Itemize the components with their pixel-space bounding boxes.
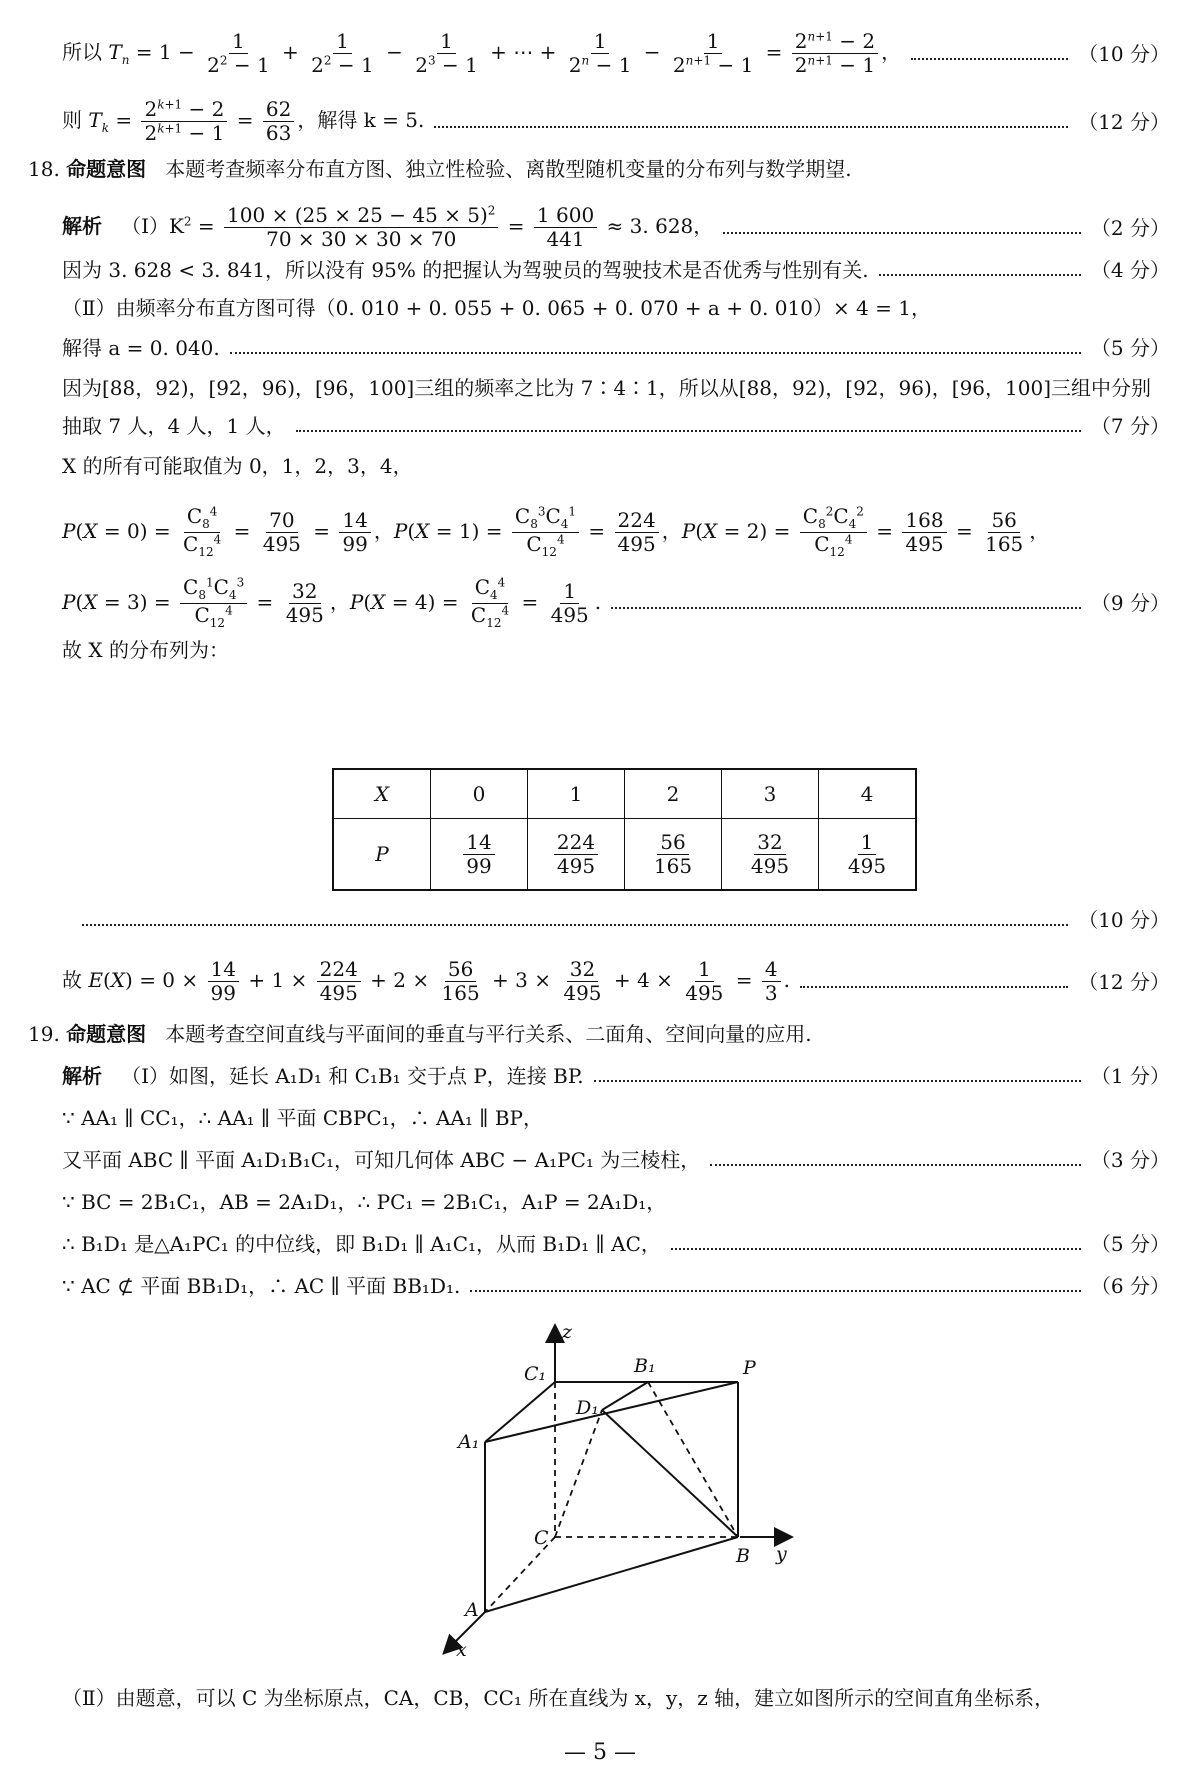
- prob-line-1: [62, 505, 1170, 560]
- dot-leader: [470, 1290, 1081, 1292]
- dot-leader: [911, 58, 1068, 60]
- table-cell: 2: [625, 769, 722, 819]
- question-number: 18.: [28, 157, 60, 181]
- table-cell: $\frac{1}{495}$: [819, 819, 917, 891]
- q19-intent-line: [28, 1020, 1170, 1048]
- figure-label: z: [562, 1322, 573, 1343]
- score: （4 分）: [1090, 258, 1170, 282]
- figure-label: B₁: [634, 1355, 656, 1377]
- prob-formulas-1: P(X = 0) = $\frac{C_8^4}{C_{12}^4}$ = $\frac{70}{495}$ = $\frac{14}{99}$ ，P(X = 1) = $\frac{C_8^3C_4^1}{C_{12}^4}$ = $\frac{224}{495}$ ，P(X = 2) = $\frac{C_8^2C_4^2}{C_{12}^4}$ = $\frac{168}{495}$ = $\frac{56}{165}$ ，: [62, 504, 1050, 559]
- figure-label: x: [456, 1639, 467, 1661]
- page-number: — 5 —: [564, 1740, 636, 1765]
- table-cell: 0: [431, 769, 528, 819]
- dot-leader: [671, 1248, 1081, 1250]
- x-values-line: X 的所有可能取值为 0，1，2，3，4，: [62, 454, 413, 478]
- dot-leader: [82, 924, 1068, 926]
- q19-line-4: ∵ BC = 2B₁C₁，AB = 2A₁D₁，∴ PC₁ = 2B₁C₁，A₁P = 2A₁D₁，: [62, 1190, 667, 1214]
- q19-line-3: 又平面 ABC ∥ 平面 A₁D₁B₁C₁，可知几何体 ABC − A₁PC₁ 为三棱柱， （3 分）: [62, 1148, 1170, 1172]
- tn-formula: 所以 $T_n = 1$ − $\frac{1}{2^2 - 1}$ + $\frac{1}{2^2 - 1}$ − $\frac{1}{2^3 - 1}$ + ⋯ + $\frac{1}{2^n - 1}$ − $\frac{1}{2^{n+1} - 1}$ = $\frac{2^{n+1} - 2}{2^{n+1} - 1}$ ，: [62, 29, 902, 77]
- score: （5 分）: [1090, 336, 1170, 360]
- figure-label: A: [465, 1599, 479, 1621]
- score: （6 分）: [1090, 1274, 1170, 1298]
- ratio-line: 因为[88，92)，[92，96)，[96，100]三组的频率之比为 7∶4∶1，所以从[88，92)，[92，96)，[96，100]三组中分别: [62, 376, 1152, 400]
- table-cell: 1: [528, 769, 625, 819]
- figure-label: B: [736, 1545, 750, 1567]
- table-row: [333, 769, 916, 819]
- table-cell: $\frac{32}{495}$: [722, 819, 819, 891]
- intent-text: 本题考查空间直线与平面间的垂直与平行关系、二面角、空间向量的应用.: [165, 1022, 812, 1046]
- table-cell: $\frac{224}{495}$: [528, 819, 625, 891]
- figure-label: y: [776, 1543, 787, 1565]
- score: （5 分）: [1090, 1232, 1170, 1256]
- question-number: 19.: [28, 1022, 60, 1046]
- expectation-line: [62, 958, 1170, 1005]
- tk-line: [62, 98, 1170, 145]
- prob-line-2: [62, 576, 1170, 631]
- q19-line-2: ∵ AA₁ ∥ CC₁，∴ AA₁ ∥ 平面 CBPC₁，∴ AA₁ ∥ BP，: [62, 1106, 544, 1130]
- draw-line: 抽取 7 人，4 人，1 人， （7 分）: [62, 414, 1170, 438]
- because-line: 因为 3. 628 < 3. 841，所以没有 95% 的把握认为驾驶员的驾驶技术是否优秀与性别有关. （4 分）: [62, 258, 1170, 282]
- table-cell: X: [333, 769, 431, 819]
- score: （9 分）: [1090, 591, 1170, 616]
- expectation-formula: 故 E(X) = 0 × $\frac{14}{99}$ + 1 × $\frac{224}{495}$ + 2 × $\frac{56}{165}$ + 3 × $\frac{32}{495}$ + 4 × $\frac{1}{495}$ = $\frac{4}{3}$ .: [62, 957, 790, 1005]
- figure-label: C: [534, 1527, 549, 1549]
- dot-leader: [296, 430, 1081, 432]
- score: （10 分）: [1078, 908, 1170, 932]
- score: （1 分）: [1090, 1064, 1170, 1088]
- prism-figure: [420, 1322, 800, 1662]
- dot-leader: [594, 1080, 1081, 1082]
- q19-line-5: ∴ B₁D₁ 是△A₁PC₁ 的中位线，即 B₁D₁ ∥ A₁C₁，从而 B₁D₁ ∥ AC， （5 分）: [62, 1232, 1170, 1256]
- dot-leader: [611, 607, 1081, 609]
- figure-label: C₁: [524, 1363, 547, 1385]
- k2-formula: 解析 $(Ⅰ)K^2$ = $\frac{100 \times (25 \times 25 - 45 \times 5)^2}{70 \times 30 \times 30 \times 70}$ = $\frac{1 600}{441}$ ≈ 3. 628，: [62, 203, 714, 251]
- q19-part-ii-line: （Ⅱ）由题意，可以 C 为坐标原点，CA，CB，CC₁ 所在直线为 x，y，z 轴，建立如图所示的空间直角坐标系，: [62, 1686, 1055, 1710]
- tn-line: [62, 30, 1170, 77]
- part-ii-line: （Ⅱ）由频率分布直方图可得（0. 010 + 0. 055 + 0. 065 + 0. 070 + a + 0. 010）× 4 = 1，: [62, 296, 931, 320]
- q19-part-i-line: 解析 （Ⅰ）如图，延长 A₁D₁ 和 C₁B₁ 交于点 P，连接 BP. （1 分）: [62, 1064, 1170, 1088]
- dot-leader: [723, 232, 1081, 234]
- dist-score-line: [62, 906, 1170, 934]
- score: （7 分）: [1090, 414, 1170, 438]
- intent-label: 命题意图: [66, 157, 147, 181]
- figure-label: A₁: [458, 1431, 480, 1453]
- score: （3 分）: [1090, 1148, 1170, 1172]
- dist-intro-line: 故 X 的分布列为：: [62, 638, 229, 662]
- table-cell: P: [333, 819, 431, 891]
- table-cell: 4: [819, 769, 917, 819]
- q19-line-6: ∵ AC ⊄ 平面 BB₁D₁，∴ AC ∥ 平面 BB₁D₁. （6 分）: [62, 1274, 1170, 1298]
- figure-label: D₁: [576, 1397, 599, 1419]
- q18-intent-line: [28, 155, 1170, 183]
- dot-leader: [230, 352, 1081, 354]
- prob-formulas-2: P(X = 3) = $\frac{C_8^1C_4^3}{C_{12}^4}$ = $\frac{32}{495}$ ，P(X = 4) = $\frac{C_4^4}{C_{12}^4}$ = $\frac{1}{495}$ .: [62, 575, 602, 630]
- dot-leader: [434, 126, 1068, 128]
- table-cell: 3: [722, 769, 819, 819]
- dot-leader: [800, 986, 1068, 988]
- score: （10 分）: [1078, 41, 1170, 66]
- intent-text: 本题考查频率分布直方图、独立性检验、离散型随机变量的分布列与数学期望.: [165, 157, 852, 181]
- k2-line: [62, 204, 1170, 251]
- table-row: [333, 819, 916, 891]
- tk-formula: 则 $T_k$ = $\frac{2^{k+1} - 2}{2^{k+1} - 1}$ = $\frac{62}{63}$ ，解得 k = 5.: [62, 97, 425, 145]
- intent-label: 命题意图: [66, 1022, 147, 1046]
- table-cell: $\frac{14}{99}$: [431, 819, 528, 891]
- score: （2 分）: [1090, 215, 1170, 240]
- figure-label: P: [743, 1357, 756, 1379]
- solve-a-line: 解得 a = 0. 040. （5 分）: [62, 336, 1170, 360]
- score: （12 分）: [1078, 109, 1170, 134]
- dot-leader: [879, 274, 1081, 276]
- distribution-table: [332, 768, 917, 891]
- score: （12 分）: [1078, 969, 1170, 994]
- table-cell: $\frac{56}{165}$: [625, 819, 722, 891]
- dot-leader: [710, 1164, 1081, 1166]
